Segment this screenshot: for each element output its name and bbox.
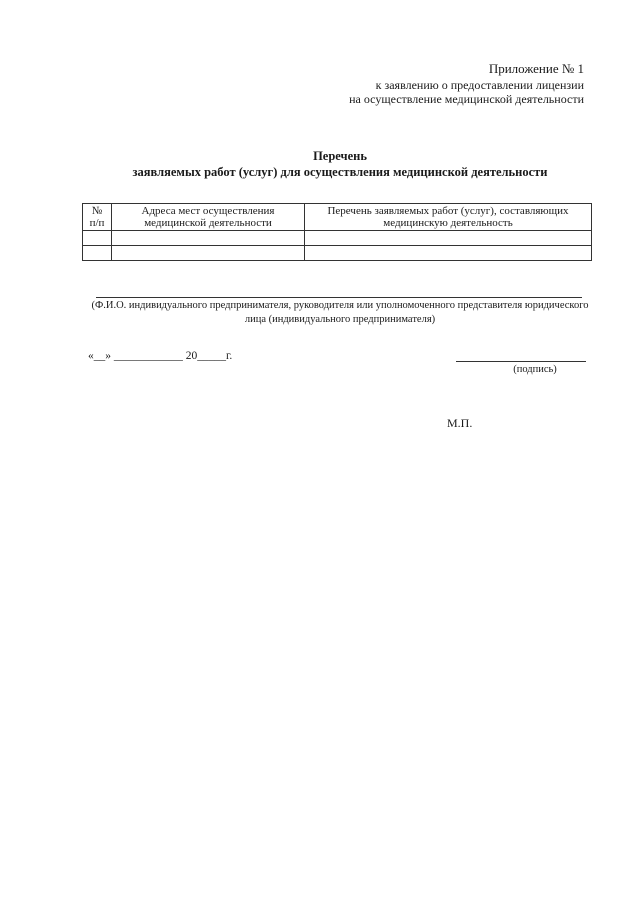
appendix-line-2: на осуществление медицинской деятельности bbox=[349, 92, 584, 106]
appendix-header bbox=[349, 62, 584, 107]
table-cell[interactable] bbox=[83, 246, 112, 261]
table-cell[interactable] bbox=[112, 246, 305, 261]
date-field[interactable]: «__» ____________ 20_____г. bbox=[88, 350, 233, 362]
stamp-label: М.П. bbox=[447, 416, 473, 430]
document-title-line-1: Перечень bbox=[313, 149, 367, 163]
table-cell[interactable] bbox=[305, 246, 592, 261]
table-cell[interactable] bbox=[112, 231, 305, 246]
column-header-number-line-2: п/п bbox=[89, 217, 105, 229]
document-title bbox=[60, 148, 620, 180]
column-header-addresses bbox=[112, 204, 305, 231]
table-cell[interactable] bbox=[305, 231, 592, 246]
fio-caption bbox=[84, 299, 596, 326]
column-header-number bbox=[83, 204, 112, 231]
column-header-addresses-line-2: медицинской деятельности bbox=[144, 217, 272, 229]
document-title-line-2: заявляемых работ (услуг) для осуществления медицинской деятельности bbox=[132, 165, 548, 179]
column-header-addresses-line-1: Адреса мест осуществления bbox=[141, 205, 275, 217]
fio-caption-line-1: (Ф.И.О. индивидуального предпринимателя, руководителя или уполномоченного представителя юридического bbox=[91, 300, 589, 311]
fio-caption-line-2: лица (индивидуального предпринимателя) bbox=[244, 313, 436, 325]
column-header-works bbox=[305, 204, 592, 231]
column-header-works-line-1: Перечень заявляемых работ (услуг), составляющих bbox=[327, 205, 569, 217]
table-row bbox=[83, 246, 592, 261]
column-header-works-line-2: медицинскую деятельность bbox=[383, 217, 513, 229]
table-header-row bbox=[83, 204, 592, 231]
appendix-title: Приложение № 1 bbox=[488, 61, 584, 76]
table-cell[interactable] bbox=[83, 231, 112, 246]
signature-line[interactable] bbox=[456, 361, 586, 362]
table-row bbox=[83, 231, 592, 246]
column-header-number-line-1: № bbox=[91, 205, 103, 217]
works-table bbox=[82, 203, 592, 261]
fio-signature-line[interactable] bbox=[96, 297, 582, 298]
signature-caption: (подпись) bbox=[513, 364, 557, 375]
appendix-line-1: к заявлению о предоставлении лицензии bbox=[375, 77, 584, 92]
